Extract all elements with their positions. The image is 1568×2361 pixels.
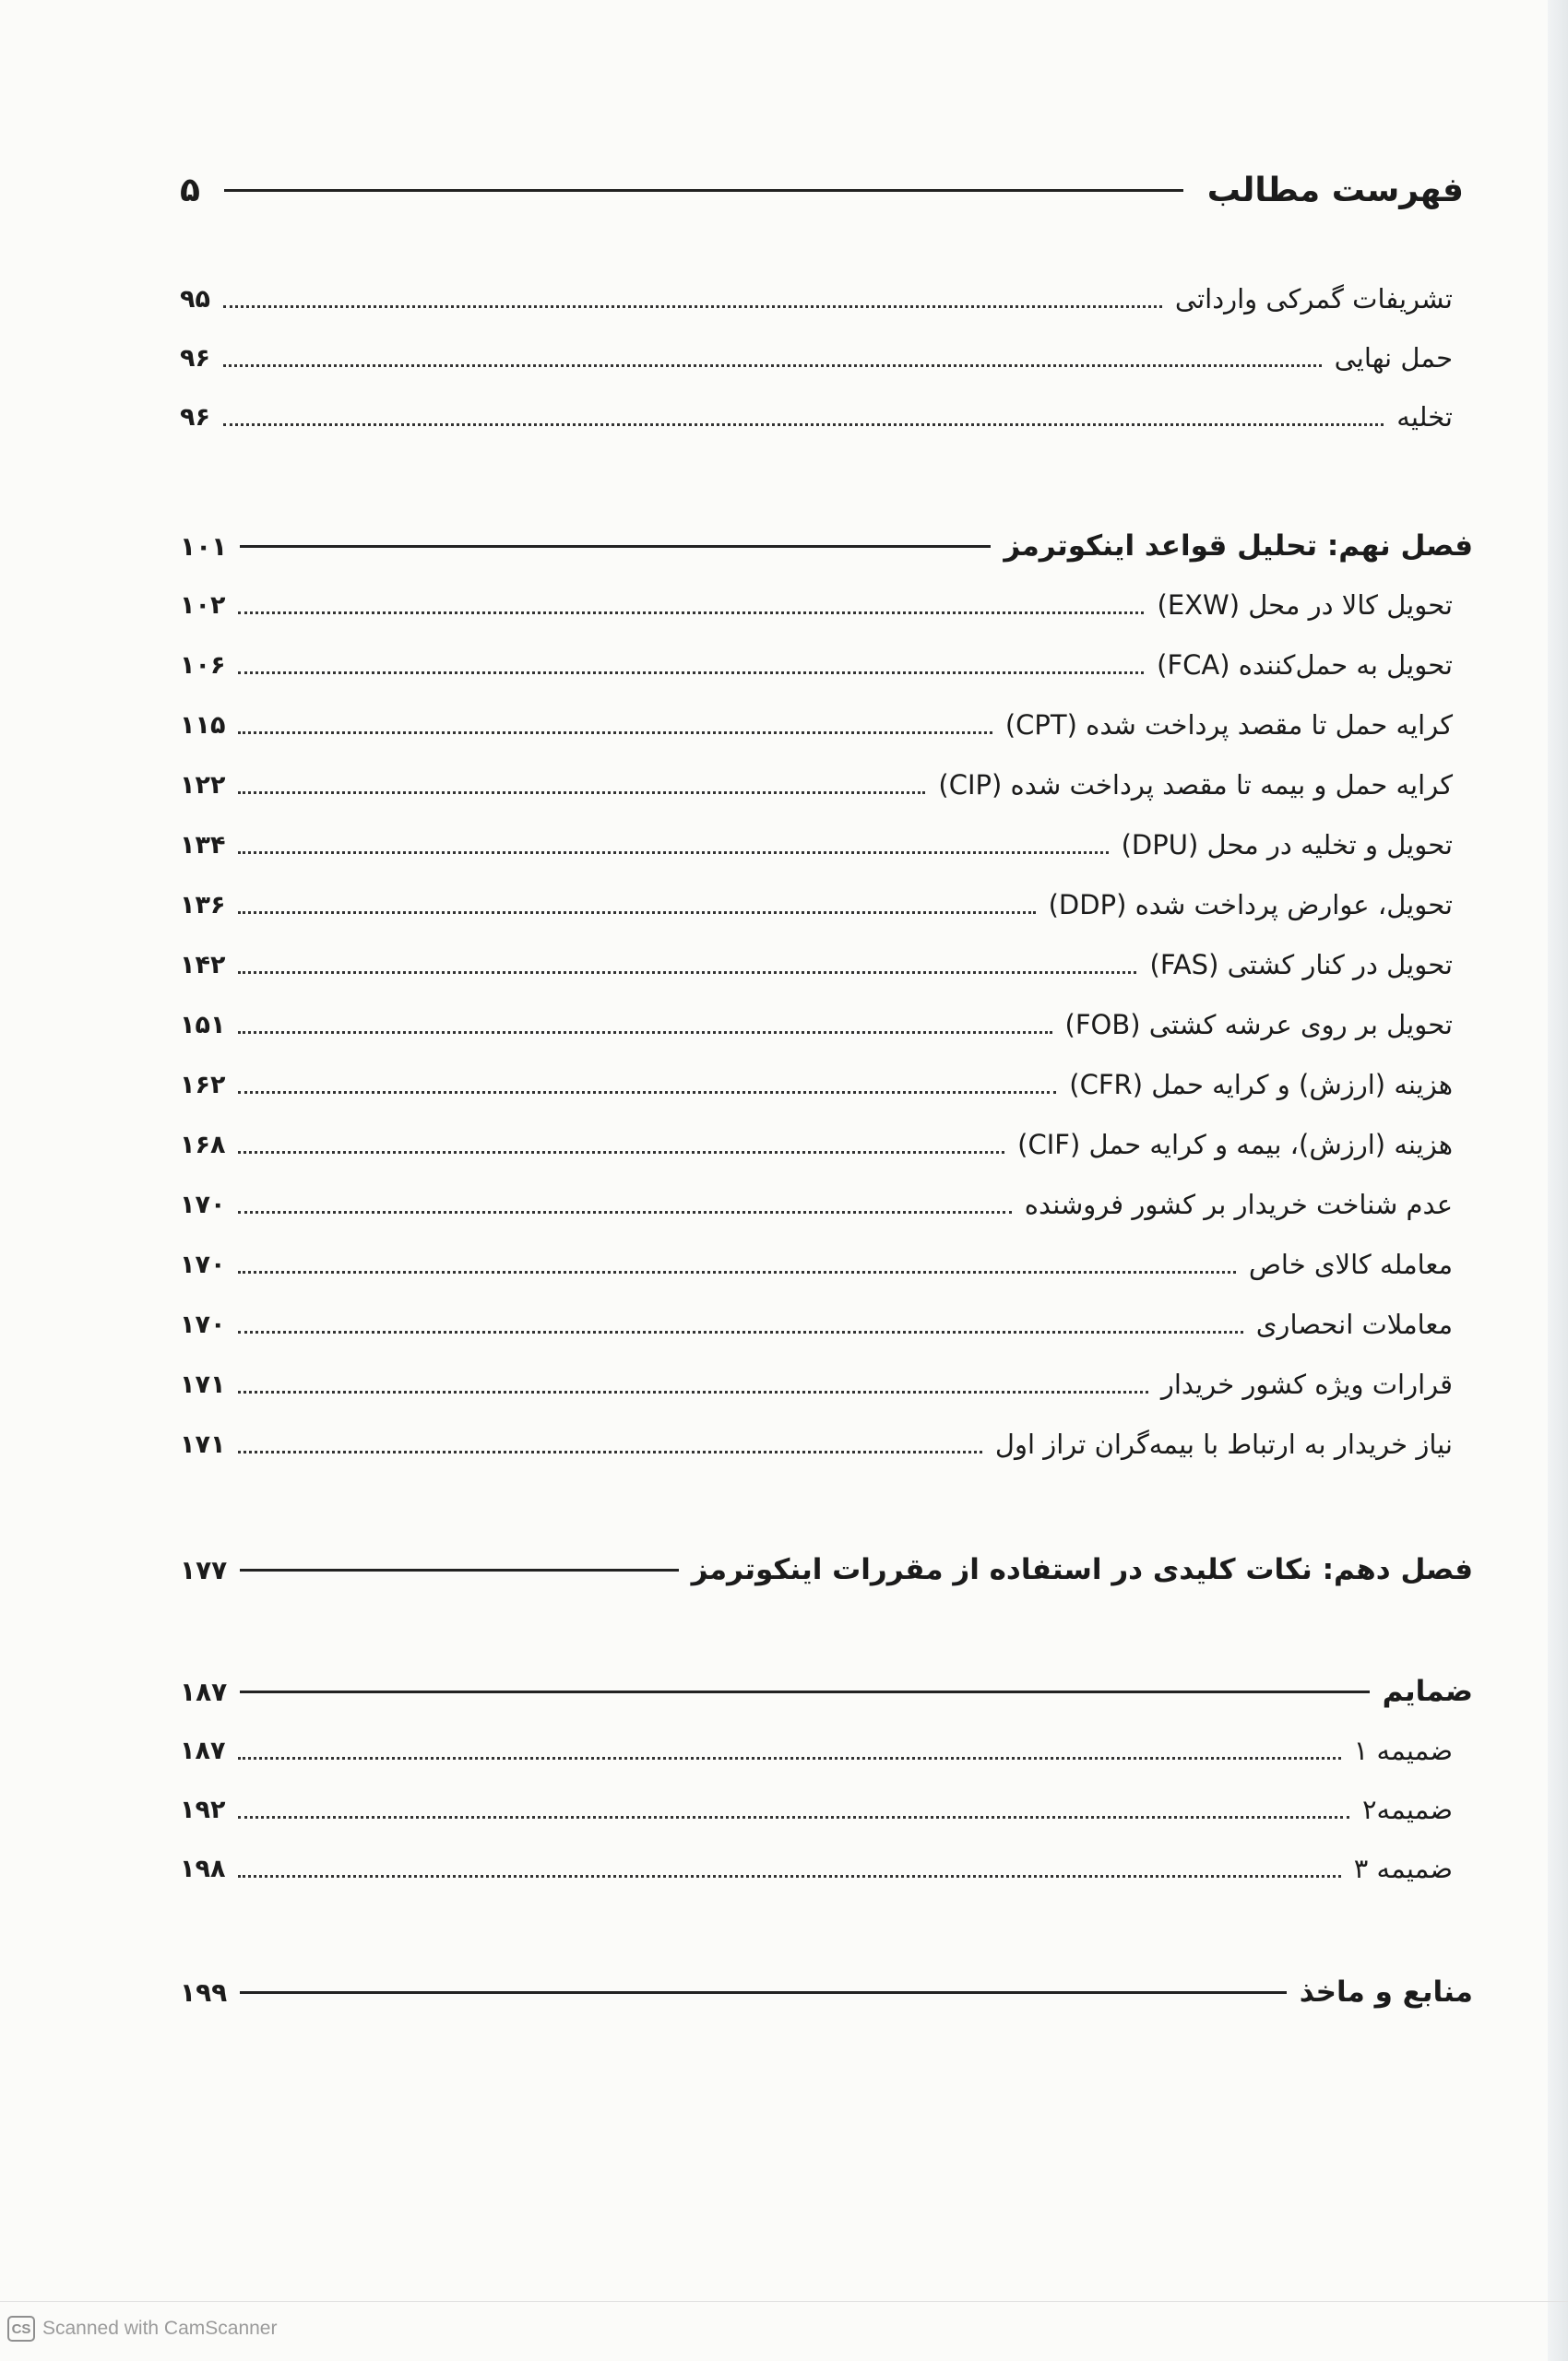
toc-entry[interactable] xyxy=(180,1300,1473,1348)
toc-entry-title: تخلیه xyxy=(1396,401,1453,433)
toc-entry[interactable] xyxy=(180,393,1473,441)
toc-entry-title: حمل نهایی xyxy=(1334,342,1453,374)
dot-leader xyxy=(238,911,1035,914)
toc-entry[interactable] xyxy=(180,1240,1473,1288)
dot-leader xyxy=(223,305,1162,308)
toc-chapter-heading[interactable] xyxy=(180,522,1473,570)
toc-entry-title: تحویل، عوارض پرداخت شده (DDP) xyxy=(1048,889,1453,920)
running-header xyxy=(180,164,1464,216)
dot-leader xyxy=(238,791,925,794)
toc-chapter-heading[interactable] xyxy=(180,1968,1473,2016)
toc-entry-page: ۱۷۱ xyxy=(180,1370,226,1399)
toc-entry[interactable] xyxy=(180,1061,1473,1109)
toc-chapter-title: فصل دهم: نکات کلیدی در استفاده از مقررات اینکوترمز xyxy=(691,1553,1473,1586)
toc-entry-page: ۱۷۱ xyxy=(180,1430,226,1459)
solid-leader xyxy=(240,1569,678,1572)
dot-leader xyxy=(223,364,1322,367)
toc-chapter-heading[interactable] xyxy=(180,1667,1473,1715)
toc-entry-page: ۱۲۲ xyxy=(180,770,226,800)
dot-leader xyxy=(223,423,1384,426)
toc-chapter-heading[interactable] xyxy=(180,1546,1473,1594)
toc-entry[interactable] xyxy=(180,761,1473,809)
dot-leader xyxy=(238,1757,1340,1760)
toc-entry-title: تحویل در کنار کشتی (FAS) xyxy=(1149,949,1453,980)
toc-entry-title: ضمیمه ۱ xyxy=(1353,1735,1453,1766)
header-title: فهرست مطالب xyxy=(1206,171,1464,209)
toc-entry[interactable] xyxy=(180,1360,1473,1408)
dot-leader xyxy=(238,1151,1004,1154)
camscanner-logo-icon: CS xyxy=(7,2316,35,2342)
toc-entry-page: ۱۳۶ xyxy=(180,890,226,919)
toc-entry-page: ۹۶ xyxy=(180,402,210,432)
toc-chapter-page: ۱۰۱ xyxy=(180,530,228,562)
toc-chapter-title: منابع و ماخذ xyxy=(1299,1975,1473,2009)
toc-entry-page: ۱۱۵ xyxy=(180,710,226,740)
dot-leader xyxy=(238,1091,1056,1094)
toc-entry-page: ۹۶ xyxy=(180,343,210,373)
dot-leader xyxy=(238,1031,1051,1034)
toc-entry[interactable] xyxy=(180,275,1473,323)
toc-entry-title: هزینه (ارزش) و کرایه حمل (CFR) xyxy=(1069,1069,1453,1100)
toc-entry-page: ۱۹۲ xyxy=(180,1795,226,1824)
dot-leader xyxy=(238,1816,1349,1819)
dot-leader xyxy=(238,1391,1147,1394)
toc-chapter-page: ۱۸۷ xyxy=(180,1676,228,1707)
toc-entry-page: ۱۸۷ xyxy=(180,1736,226,1765)
dot-leader xyxy=(238,731,992,734)
scanner-watermark-text: Scanned with CamScanner xyxy=(42,2318,278,2339)
dot-leader xyxy=(238,1211,1011,1214)
toc-entry-title: تشریفات گمرکی وارداتی xyxy=(1174,283,1453,314)
solid-leader xyxy=(240,1691,1369,1693)
dot-leader xyxy=(238,1331,1242,1334)
toc-entry[interactable] xyxy=(180,1786,1473,1833)
toc-entry-page: ۱۰۲ xyxy=(180,590,226,620)
dot-leader xyxy=(238,611,1144,614)
toc-entry[interactable] xyxy=(180,1420,1473,1468)
toc-chapter-page: ۱۷۷ xyxy=(180,1554,228,1585)
toc-entry-page: ۹۵ xyxy=(180,284,210,314)
toc-entry-title: هزینه (ارزش)، بیمه و کرایه حمل (CIF) xyxy=(1017,1129,1453,1160)
toc-entry-title: نیاز خریدار به ارتباط با بیمه‌گران تراز اول xyxy=(994,1429,1453,1460)
toc-entry-title: ضمیمه۲ xyxy=(1361,1794,1453,1825)
dot-leader xyxy=(238,671,1144,674)
toc-entry-page: ۱۶۸ xyxy=(180,1130,226,1159)
toc-entry[interactable] xyxy=(180,334,1473,382)
toc-entry-title: تحویل بر روی عرشه کشتی (FOB) xyxy=(1064,1009,1453,1040)
page-edge-shadow xyxy=(1548,0,1568,2361)
scanner-watermark xyxy=(7,2313,277,2344)
toc-entry[interactable] xyxy=(180,881,1473,929)
toc-entry[interactable] xyxy=(180,1121,1473,1169)
toc-entry-page: ۱۷۰ xyxy=(180,1250,226,1279)
header-rule xyxy=(224,189,1183,192)
toc-entry-title: معامله کالای خاص xyxy=(1248,1249,1453,1280)
header-page-number: ۵ xyxy=(180,171,200,209)
toc-entry[interactable] xyxy=(180,821,1473,869)
toc-entry[interactable] xyxy=(180,641,1473,689)
toc-entry-page: ۱۷۰ xyxy=(180,1190,226,1219)
footer-divider xyxy=(0,2301,1568,2302)
toc-entry[interactable] xyxy=(180,1845,1473,1892)
toc-entry-page: ۱۰۶ xyxy=(180,650,226,680)
toc-entry-title: کرایه حمل و بیمه تا مقصد پرداخت شده (CIP) xyxy=(938,769,1453,801)
toc-entry-title: ضمیمه ۳ xyxy=(1353,1853,1453,1884)
toc-entry[interactable] xyxy=(180,701,1473,749)
toc-entry-title: تحویل و تخلیه در محل (DPU) xyxy=(1121,829,1453,860)
dot-leader xyxy=(238,1451,981,1453)
toc-entry-page: ۱۷۰ xyxy=(180,1310,226,1339)
toc-entry-page: ۱۴۲ xyxy=(180,950,226,979)
toc-entry[interactable] xyxy=(180,581,1473,629)
toc-entry-title: عدم شناخت خریدار بر کشور فروشنده xyxy=(1024,1189,1453,1220)
toc-chapter-title: فصل نهم: تحلیل قواعد اینکوترمز xyxy=(1004,529,1473,563)
toc-entry-title: تحویل به حمل‌کننده (FCA) xyxy=(1157,649,1453,681)
toc-chapter-page: ۱۹۹ xyxy=(180,1976,228,2008)
toc-entry[interactable] xyxy=(180,1001,1473,1049)
toc-entry-page: ۱۹۸ xyxy=(180,1854,226,1883)
toc-entry-page: ۱۳۴ xyxy=(180,830,226,860)
dot-leader xyxy=(238,971,1136,974)
toc-entry-title: قرارات ویژه کشور خریدار xyxy=(1160,1369,1453,1400)
toc-entry[interactable] xyxy=(180,1726,1473,1774)
dot-leader xyxy=(238,1271,1235,1274)
toc-entry[interactable] xyxy=(180,941,1473,989)
toc-entry-page: ۱۵۱ xyxy=(180,1010,226,1039)
toc-chapter-title: ضمایم xyxy=(1382,1675,1473,1708)
dot-leader xyxy=(238,851,1108,854)
toc-entry-page: ۱۶۲ xyxy=(180,1070,226,1099)
toc-entry[interactable] xyxy=(180,1180,1473,1228)
dot-leader xyxy=(238,1875,1340,1878)
toc-entry-title: کرایه حمل تا مقصد پرداخت شده (CPT) xyxy=(1004,709,1453,741)
toc-entry-title: معاملات انحصاری xyxy=(1255,1309,1453,1340)
toc-entry-title: تحویل کالا در محل (EXW) xyxy=(1157,589,1453,621)
solid-leader xyxy=(240,545,991,548)
solid-leader xyxy=(240,1991,1286,1994)
